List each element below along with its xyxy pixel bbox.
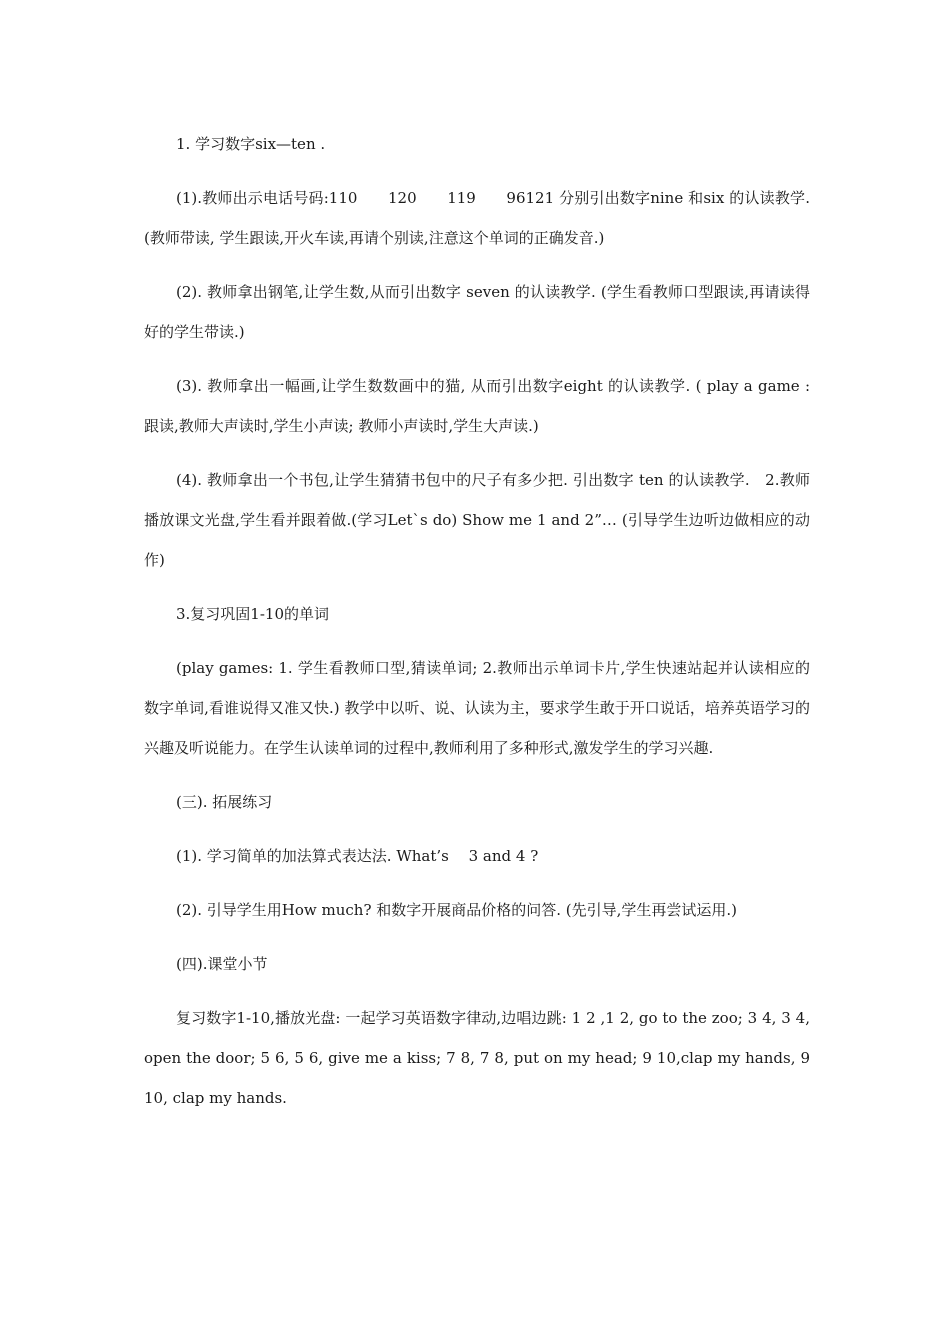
paragraph-review-heading: 3.复习巩固1-10的单词	[176, 605, 330, 623]
paragraph-section-1-heading: 1. 学习数字six—ten .	[176, 135, 326, 153]
paragraph-extension-2: (2). 引导学生用How much? 和数字开展商品价格的问答. (先引导,学生再尝试运用.)	[176, 901, 738, 919]
paragraph-summary-body: 复习数字1-10,播放光盘: 一起学习英语数字律动,边唱边跳: 1 2 ,1 2, go to the zoo; 3 4, 3 4, open the door; 5 6, 5 6, give me a kiss; 7 8, 7 8, put on my head; 9 10,clap my hands, 9 10, clap my hands.	[144, 1009, 810, 1107]
paragraph-extension-heading: (三). 拓展练习	[176, 793, 273, 811]
document-body	[144, 124, 810, 1132]
paragraph-summary-heading: (四).课堂小节	[176, 955, 268, 973]
paragraph-step-3: (3). 教师拿出一幅画,让学生数数画中的猫, 从而引出数字eight 的认读教学. ( play a game : 跟读,教师大声读时,学生小声读; 教师小声读时,学生大声读.)	[144, 377, 810, 435]
paragraph-review-games: (play games: 1. 学生看教师口型,猜读单词; 2.教师出示单词卡片,学生快速站起并认读相应的数字单词,看谁说得又准又快.) 教学中以听、说、认读为主，要求学生敢于开口说话，培养英语学习的兴趣及听说能力。在学生认读单词的过程中,教师利用了多种形式,激发学生的学习兴趣.	[144, 659, 810, 757]
paragraph-step-1: (1).教师出示电话号码:110 120 119 96121 分别引出数字nine 和six 的认读教学.(教师带读, 学生跟读,开火车读,再请个别读,注意这个单词的正确发音.)	[144, 189, 810, 247]
paragraph-extension-1: (1). 学习简单的加法算式表达法. What’s 3 and 4 ?	[176, 847, 539, 865]
paragraph-step-2: (2). 教师拿出钢笔,让学生数,从而引出数字 seven 的认读教学. (学生看教师口型跟读,再请读得好的学生带读.)	[144, 283, 810, 341]
paragraph-step-4: (4). 教师拿出一个书包,让学生猜猜书包中的尺子有多少把. 引出数字 ten 的认读教学. 2.教师播放课文光盘,学生看并跟着做.(学习Let`s do) Show me 1 and 2”… (引导学生边听边做相应的动作)	[144, 471, 810, 569]
